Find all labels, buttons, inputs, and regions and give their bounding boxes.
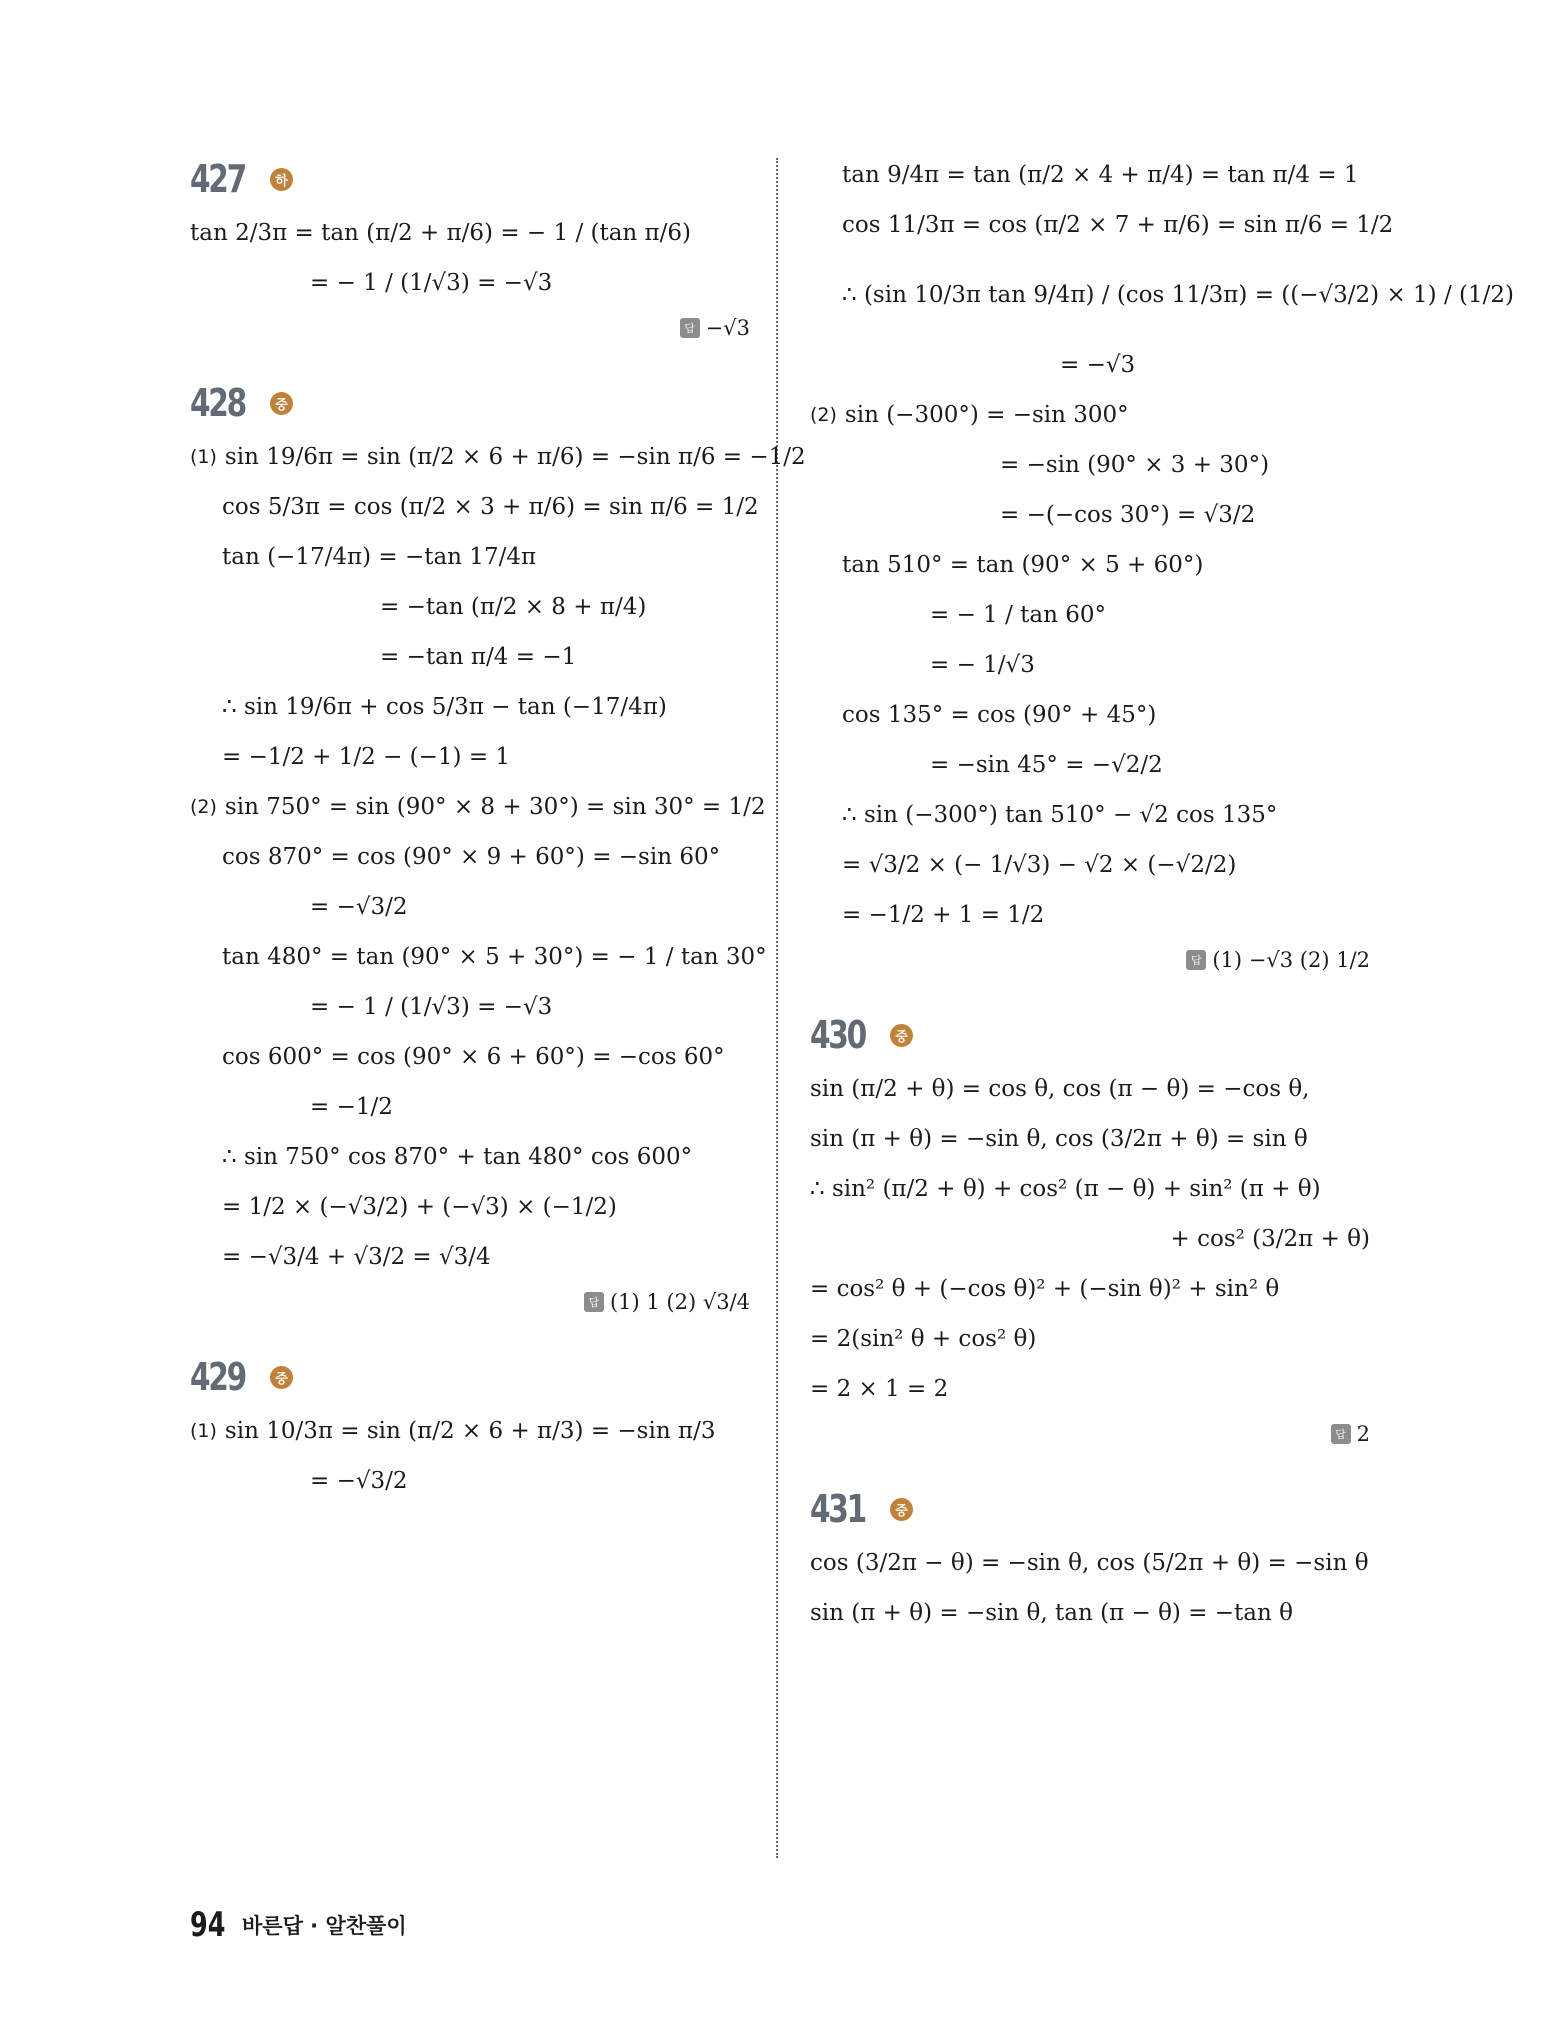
answer-icon: 답 — [680, 318, 700, 338]
solution-line: = 2(sin² θ + cos² θ) — [810, 1326, 1037, 1352]
answer-line — [810, 1414, 1370, 1454]
solution-line: = − 1 / tan 60° — [930, 602, 1107, 628]
right-column — [810, 150, 1514, 1638]
part-label: (2) — [190, 796, 217, 818]
solution-line: = −√3/4 + √3/2 = √3/4 — [222, 1244, 491, 1270]
solution-line: ∴ sin² (π/2 + θ) + cos² (π − θ) + sin² (π + θ) — [810, 1176, 1321, 1202]
solution-line: tan 2/3π = tan (π/2 + π/6) = − 1 / (tan π/6) — [190, 220, 692, 246]
answer-value: −√3 — [705, 316, 750, 340]
problem-427 — [190, 150, 750, 348]
answer-value: (1) 1 (2) √3/4 — [609, 1290, 750, 1314]
problem-430 — [810, 1006, 1370, 1454]
problem-header — [810, 1006, 1370, 1064]
solution-line: = −sin (90° × 3 + 30°) — [1000, 452, 1270, 478]
solution-line: cos 11/3π = cos (π/2 × 7 + π/6) = sin π/6 = 1/2 — [842, 212, 1394, 238]
solution-line: + cos² (3/2π + θ) — [1170, 1226, 1370, 1252]
solution-line: sin 19/6π = sin (π/2 × 6 + π/6) = −sin π/6 = −1/2 — [224, 444, 806, 470]
answer-line — [810, 940, 1370, 980]
solution-line: = − 1 / (1/√3) = −√3 — [310, 270, 553, 296]
problem-428 — [190, 374, 806, 1322]
answer-line — [190, 1282, 750, 1322]
answer-icon: 답 — [584, 1292, 604, 1312]
solution-line: = √3/2 × (− 1/√3) − √2 × (−√2/2) — [842, 852, 1237, 878]
problem-header — [810, 1480, 1370, 1538]
solution-line: sin (−300°) = −sin 300° — [844, 402, 1129, 428]
difficulty-badge: 하 — [270, 168, 293, 191]
problem-number: 427 — [190, 157, 245, 201]
problem-header — [190, 374, 750, 432]
solution-line: ∴ (sin 10/3π tan 9/4π) / (cos 11/3π) = ((−√3/2) × 1) / (1/2) — [842, 282, 1514, 308]
answer-icon: 답 — [1186, 950, 1206, 970]
difficulty-badge: 중 — [270, 1366, 293, 1389]
difficulty-badge: 중 — [890, 1024, 913, 1047]
solution-line: = −sin 45° = −√2/2 — [930, 752, 1163, 778]
answer-value: (1) −√3 (2) 1/2 — [1212, 948, 1370, 972]
part-label: (2) — [810, 404, 837, 426]
solution-line: = −√3/2 — [310, 894, 408, 920]
footer-title: 바른답 · 알찬풀이 — [242, 1914, 407, 1938]
solution-line: = −√3 — [1060, 352, 1136, 378]
solution-line: ∴ sin 19/6π + cos 5/3π − tan (−17/4π) — [222, 694, 667, 720]
column-divider — [776, 158, 778, 1858]
solution-line: = −1/2 — [310, 1094, 393, 1120]
problem-number: 429 — [190, 1355, 245, 1399]
solution-line: = −1/2 + 1/2 − (−1) = 1 — [222, 744, 511, 770]
problem-number: 430 — [810, 1013, 865, 1057]
solution-line: sin (π + θ) = −sin θ, cos (3/2π + θ) = sin θ — [810, 1126, 1308, 1152]
solution-line: cos 600° = cos (90° × 6 + 60°) = −cos 60° — [222, 1044, 725, 1070]
solution-line: sin 10/3π = sin (π/2 × 6 + π/3) = −sin π/3 — [224, 1418, 716, 1444]
problem-header — [190, 1348, 750, 1406]
part-label: (1) — [190, 446, 217, 468]
problem-429-continued — [810, 150, 1514, 980]
solution-line: = cos² θ + (−cos θ)² + (−sin θ)² + sin² θ — [810, 1276, 1280, 1302]
solution-line: tan 480° = tan (90° × 5 + 30°) = − 1 / tan 30° — [222, 944, 767, 970]
difficulty-badge: 중 — [890, 1498, 913, 1521]
problem-429 — [190, 1348, 750, 1506]
solution-line: = −tan π/4 = −1 — [380, 644, 577, 670]
solution-line: = 1/2 × (−√3/2) + (−√3) × (−1/2) — [222, 1194, 617, 1220]
solution-line: = − 1 / (1/√3) = −√3 — [310, 994, 553, 1020]
page-footer — [190, 1905, 407, 1945]
answer-icon: 답 — [1331, 1424, 1351, 1444]
solution-line: = −(−cos 30°) = √3/2 — [1000, 502, 1256, 528]
solution-line: tan (−17/4π) = −tan 17/4π — [222, 544, 537, 570]
problem-number: 428 — [190, 381, 245, 425]
solution-line: sin (π/2 + θ) = cos θ, cos (π − θ) = −cos θ, — [810, 1076, 1310, 1102]
solution-line: ∴ sin 750° cos 870° + tan 480° cos 600° — [222, 1144, 693, 1170]
solution-line: cos (3/2π − θ) = −sin θ, cos (5/2π + θ) = −sin θ — [810, 1550, 1369, 1576]
solution-line: = −√3/2 — [310, 1468, 408, 1494]
solution-line: = 2 × 1 = 2 — [810, 1376, 949, 1402]
difficulty-badge: 중 — [270, 392, 293, 415]
solution-line: sin 750° = sin (90° × 8 + 30°) = sin 30° = 1/2 — [224, 794, 766, 820]
solution-line: cos 135° = cos (90° + 45°) — [842, 702, 1157, 728]
problem-number: 431 — [810, 1487, 865, 1531]
left-column — [190, 150, 806, 1506]
solution-line: = − 1/√3 — [930, 652, 1035, 678]
solution-line: tan 510° = tan (90° × 5 + 60°) — [842, 552, 1204, 578]
solution-line: = −1/2 + 1 = 1/2 — [842, 902, 1045, 928]
solution-line: tan 9/4π = tan (π/2 × 4 + π/4) = tan π/4 = 1 — [842, 162, 1359, 188]
solution-line: = −tan (π/2 × 8 + π/4) — [380, 594, 647, 620]
solution-line: cos 870° = cos (90° × 9 + 60°) = −sin 60° — [222, 844, 721, 870]
page-number: 94 — [190, 1905, 226, 1945]
answer-line — [190, 308, 750, 348]
solution-line: ∴ sin (−300°) tan 510° − √2 cos 135° — [842, 802, 1278, 828]
solution-line: sin (π + θ) = −sin θ, tan (π − θ) = −tan θ — [810, 1600, 1293, 1626]
problem-431 — [810, 1480, 1370, 1638]
solution-line: cos 5/3π = cos (π/2 × 3 + π/6) = sin π/6 = 1/2 — [222, 494, 759, 520]
answer-value: 2 — [1356, 1422, 1370, 1446]
part-label: (1) — [190, 1420, 217, 1442]
problem-header — [190, 150, 750, 208]
